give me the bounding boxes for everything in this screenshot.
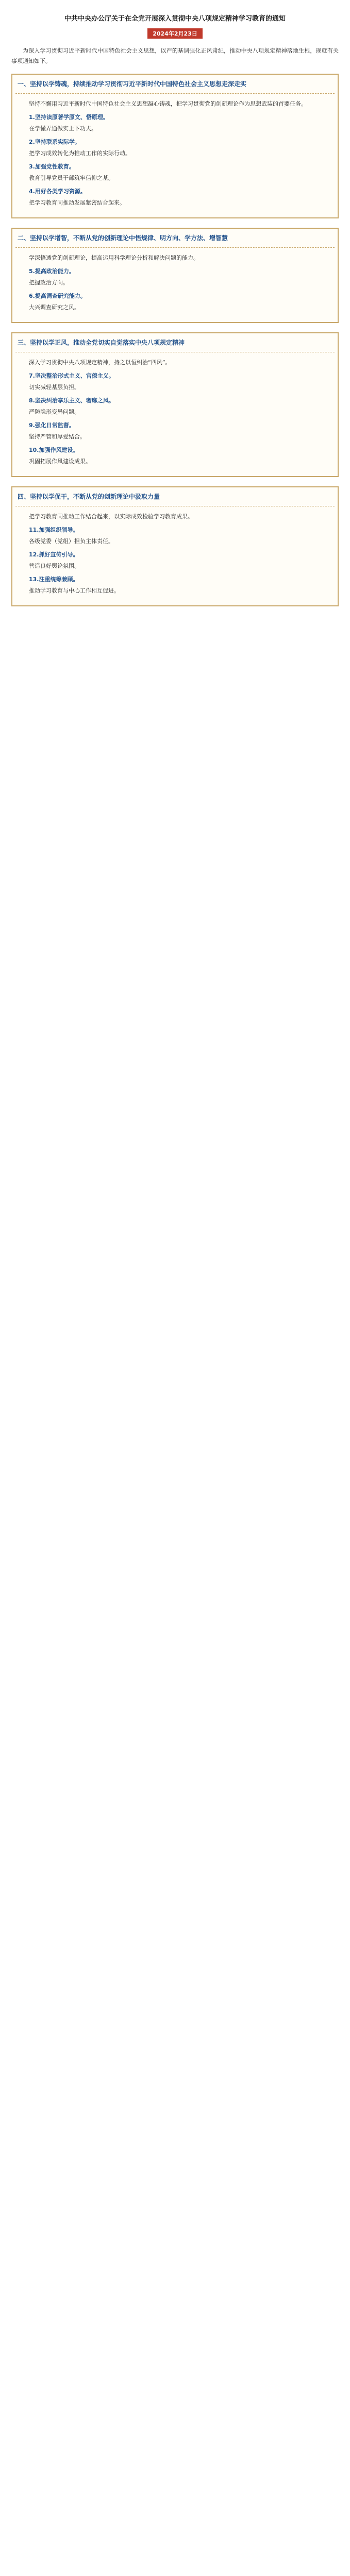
section-heading: 三、坚持以学正风，推动全党切实自觉落实中央八项规定精神 — [15, 333, 335, 352]
section-paragraph: 把学习教育同推动工作结合起来，以实际成效检验学习教育成果。 — [29, 513, 193, 520]
sections-container — [11, 74, 339, 606]
item-text: 把学习成效转化为推动工作的实际行动。 — [29, 150, 131, 157]
publish-date-badge: 2024年2月23日 — [147, 28, 203, 39]
item-heading: 6.提高调查研究能力。 — [29, 293, 86, 299]
item-heading: 3.加强党性教育。 — [29, 163, 75, 170]
item-heading: 5.提高政治能力。 — [29, 268, 75, 275]
item-text: 大兴调查研究之风。 — [29, 304, 80, 311]
item-text: 推动学习教育与中心工作相互促进。 — [29, 587, 120, 594]
item-text: 在学懂弄通做实上下功夫。 — [29, 125, 97, 132]
item-text: 坚持严管和厚爱结合。 — [29, 433, 86, 440]
document-title: 中共中央办公厅关于在全党开展深入贯彻中央八项规定精神学习教育的通知 — [64, 15, 286, 23]
item-heading: 1.坚持读原著学原文、悟原理。 — [29, 114, 109, 121]
item-heading: 8.坚决纠治享乐主义、奢靡之风。 — [29, 397, 114, 404]
document-page — [0, 0, 350, 631]
section-paragraph: 深入学习贯彻中央八项规定精神，持之以恒纠治“四风”。 — [29, 359, 171, 366]
item-heading: 9.强化日常监督。 — [29, 422, 75, 429]
section-box — [11, 332, 339, 477]
item-text: 切实减轻基层负担。 — [29, 384, 80, 391]
item-heading: 10.加强作风建设。 — [29, 447, 79, 453]
item-text: 营造良好舆论氛围。 — [29, 563, 80, 569]
date-wrap — [11, 28, 339, 39]
item-text: 把握政治方向。 — [29, 279, 69, 286]
section-paragraph: 学深悟透党的创新理论，提高运用科学理论分析和解决问题的能力。 — [29, 255, 199, 261]
section-box — [11, 228, 339, 323]
item-text: 巩固拓展作风建设成果。 — [29, 458, 91, 465]
section-heading: 二、坚持以学增智，不断从党的创新理论中悟规律、明方向、学方法、增智慧 — [15, 229, 335, 248]
section-box — [11, 74, 339, 218]
section-heading: 一、坚持以学铸魂，持续推动学习贯彻习近平新时代中国特色社会主义思想走深走实 — [15, 75, 335, 94]
item-heading: 11.加强组织领导。 — [29, 527, 79, 533]
item-text: 把学习教育同推动发展紧密结合起来。 — [29, 199, 125, 206]
item-text: 各级党委（党组）担负主体责任。 — [29, 538, 114, 545]
item-text: 教育引导党员干部筑牢信仰之基。 — [29, 175, 114, 181]
item-heading: 4.用好各类学习资源。 — [29, 188, 86, 195]
item-text: 严防隐形变异问题。 — [29, 409, 80, 415]
item-heading: 7.坚决整治形式主义、官僚主义。 — [29, 372, 114, 379]
section-heading: 四、坚持以学促干，不断从党的创新理论中汲取力量 — [15, 487, 335, 506]
item-heading: 12.抓好宣传引导。 — [29, 551, 79, 558]
item-heading: 13.注重统筹兼顾。 — [29, 576, 79, 583]
intro-paragraph: 为深入学习贯彻习近平新时代中国特色社会主义思想，以严的基调强化正风肃纪，推动中央八项规定精神落地生根，现就有关事项通知如下。 — [11, 47, 339, 64]
item-heading: 2.坚持联系实际学。 — [29, 139, 80, 145]
section-paragraph: 坚持不懈用习近平新时代中国特色社会主义思想凝心铸魂，把学习贯彻党的创新理论作为思想武装的首要任务。 — [29, 100, 307, 107]
section-box — [11, 486, 339, 606]
